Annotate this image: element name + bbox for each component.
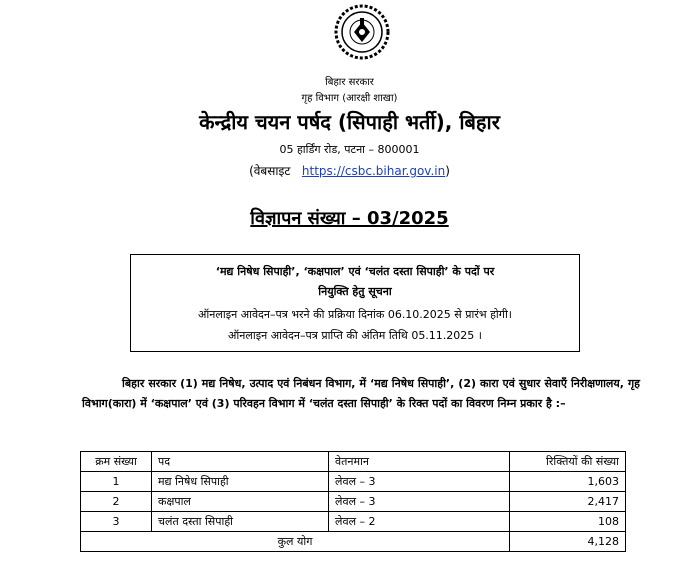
council-name: केन्द्रीय चयन पर्षद (सिपाही भर्ती), बिहार [199,110,500,134]
table-row [81,492,626,512]
notice-line-1: ‘मद्य निषेध सिपाही’, ‘कक्षपाल’ एवं ‘चलंत दस्ता सिपाही’ के पदों पर [215,265,495,278]
header-pay-scale: वेतनमान [329,452,510,472]
table-row [81,472,626,492]
advertisement-number: विज्ञापन संख्या – 03/2025 [250,208,449,229]
office-address: 05 हार्डिंग रोड, पटना – 800001 [279,143,420,156]
website-line [0,162,699,179]
department-name: गृह विभाग (आरक्षी शाखा) [301,93,398,104]
row-pay-scale: लेवल – 3 [329,472,510,492]
website-link[interactable]: https://csbc.bihar.gov.in [301,164,446,178]
notice-line-4: ऑनलाइन आवेदन–पत्र प्राप्ति की अंतिम तिथि 05.11.2025 । [228,329,482,342]
table-header-row [81,452,626,472]
row-serial: 1 [81,472,152,492]
website-close: ) [445,164,450,178]
header-serial: क्रम संख्या [81,452,152,472]
government-name: बिहार सरकार [325,77,374,88]
notice-line-2: नियुक्ति हेतु सूचना [318,285,392,298]
bihar-government-emblem [334,4,390,66]
website-label: (वेबसाइट [249,164,291,178]
vacancy-table [80,451,626,552]
row-serial: 3 [81,512,152,532]
row-vacancies: 2,417 [510,492,626,512]
table-row [81,512,626,532]
row-post: चलंत दस्ता सिपाही [152,512,329,532]
row-pay-scale: लेवल – 2 [329,512,510,532]
table-total-row [81,532,626,552]
total-label: कुल योग [81,532,510,552]
total-value: 4,128 [510,532,626,552]
row-vacancies: 1,603 [510,472,626,492]
notice-line-3: ऑनलाइन आवेदन–पत्र भरने की प्रक्रिया दिनांक 06.10.2025 से प्रारंभ होगी। [198,308,512,321]
header-post: पद [152,452,329,472]
row-post: मद्य निषेध सिपाही [152,472,329,492]
row-post: कक्षपाल [152,492,329,512]
row-serial: 2 [81,492,152,512]
description-paragraph: बिहार सरकार (1) मद्य निषेध, उत्पाद एवं निबंधन विभाग, में ‘मद्य निषेध सिपाही’, (2) कारा एवं सुधार सेवाएँ निरीक्षणालय, गृह विभाग(कारा) में ‘कक्षपाल’ एवं (3) परिवहन विभाग में ‘चलंत दस्ता सिपाही’ के रिक्त पदों का विवरण निम्न प्रकार है :– [82,377,640,410]
row-vacancies: 108 [510,512,626,532]
notice-box [130,254,580,352]
row-pay-scale: लेवल – 3 [329,492,510,512]
header-vacancies: रिक्तियों की संख्या [510,452,626,472]
